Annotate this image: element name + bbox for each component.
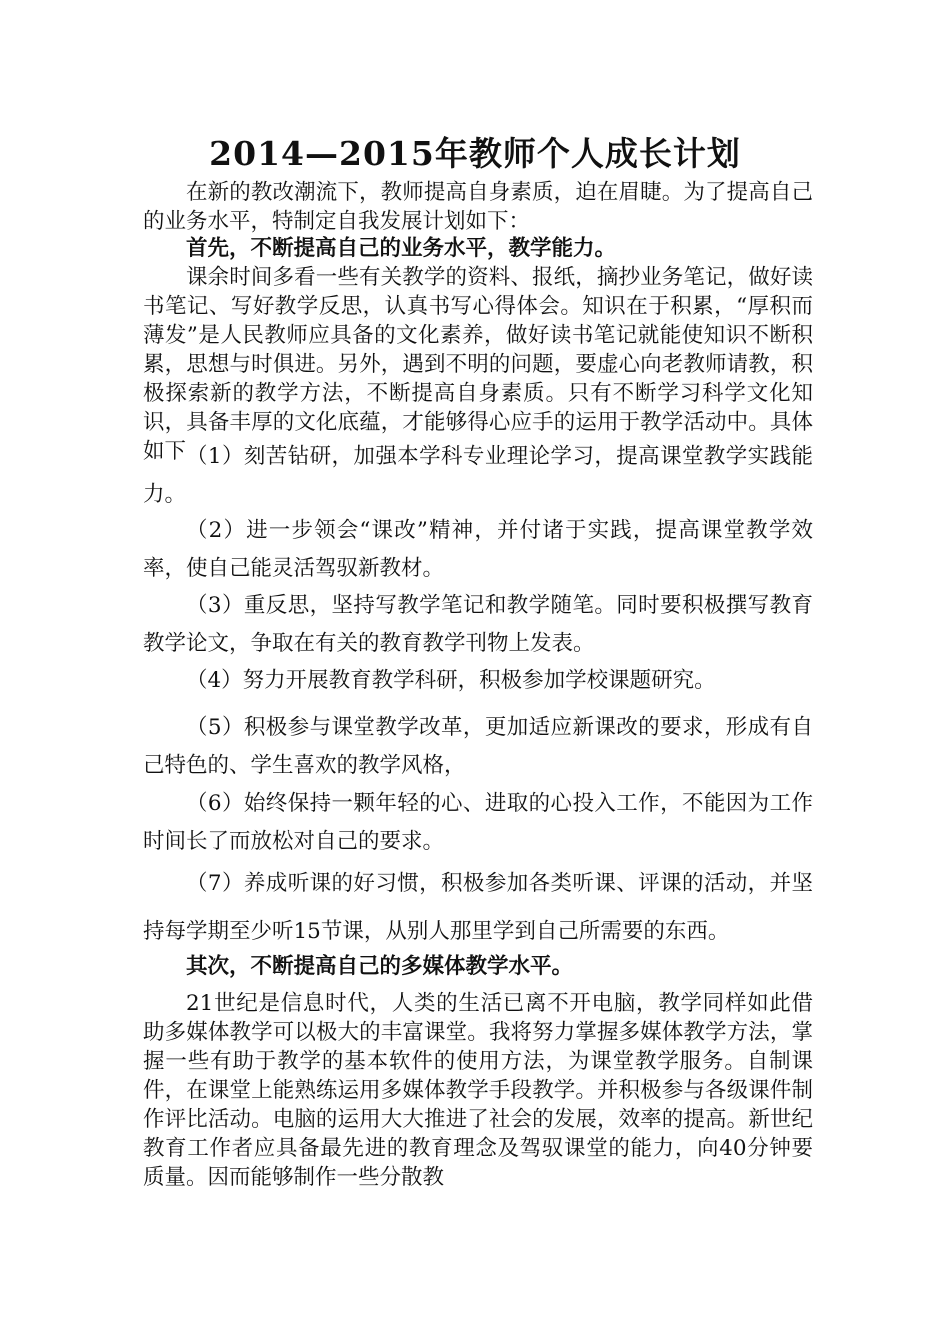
section1-body: 课余时间多看一些有关教学的资料、报纸，摘抄业务笔记，做好读书笔记、写好教学反思，认真书写心得体会。知识在于积累，“厚积而薄发”是人民教师应具备的文化素养，做好读书笔记就能使知识不断积累，思想与时俱进。另外，遇到不明的问题，要虚心向老教师请教，积极探索新的教学方法，不断提高自身素质。只有不断学习科学文化知识，具备丰厚的文化底蕴，才能够得心应手的运用于教学活动中。具体如下 [143, 265, 813, 464]
list-item-5: （5）积极参与课堂教学改革，更加适应新课改的要求，形成有自己特色的、学生喜欢的教学风格， [143, 715, 813, 778]
list-item-4: （4）努力开展教育教学科研，积极参加学校课题研究。 [186, 668, 716, 693]
list-item-7: （7）养成听课的好习惯，积极参加各类听课、评课的活动，并坚持每学期至少听15节课，从别人那里学到自己所需要的东西。 [143, 871, 813, 944]
intro-paragraph: 在新的教改潮流下，教师提高自身素质，迫在眉睫。为了提高自己的业务水平，特制定自我发展计划如下： [143, 180, 813, 234]
section1-heading: 首先，不断提高自己的业务水平，教学能力。 [186, 236, 617, 261]
section2-body: 21世纪是信息时代，人类的生活已离不开电脑，教学同样如此借助多媒体教学可以极大的丰富课堂。我将努力掌握多媒体教学方法，掌握一些有助于教学的基本软件的使用方法，为课堂教学服务。自制课件，在课堂上能熟练运用多媒体教学手段教学。并积极参与各级课件制作评比活动。电脑的运用大大推进了社会的发展，效率的提高。新世纪教育工作者应具备最先进的教育理念及驾驭课堂的能力，向40分钟要质量。因而能够制作一些分散教 [143, 991, 813, 1190]
list-item-6: （6）始终保持一颗年轻的心、进取的心投入工作，不能因为工作时间长了而放松对自己的要求。 [143, 791, 813, 854]
list-item-1: （1）刻苦钻研，加强本学科专业理论学习，提高课堂教学实践能力。 [143, 444, 813, 507]
section2-heading: 其次，不断提高自己的多媒体教学水平。 [186, 954, 574, 979]
document-title: 2014—2015年教师个人成长计划 [209, 134, 741, 173]
list-item-2: （2）进一步领会“课改”精神，并付诸于实践，提高课堂教学效率，使自己能灵活驾驭新教材。 [143, 518, 813, 581]
list-item-3: （3）重反思，坚持写教学笔记和教学随笔。同时要积极撰写教育教学论文，争取在有关的教育教学刊物上发表。 [143, 593, 813, 656]
